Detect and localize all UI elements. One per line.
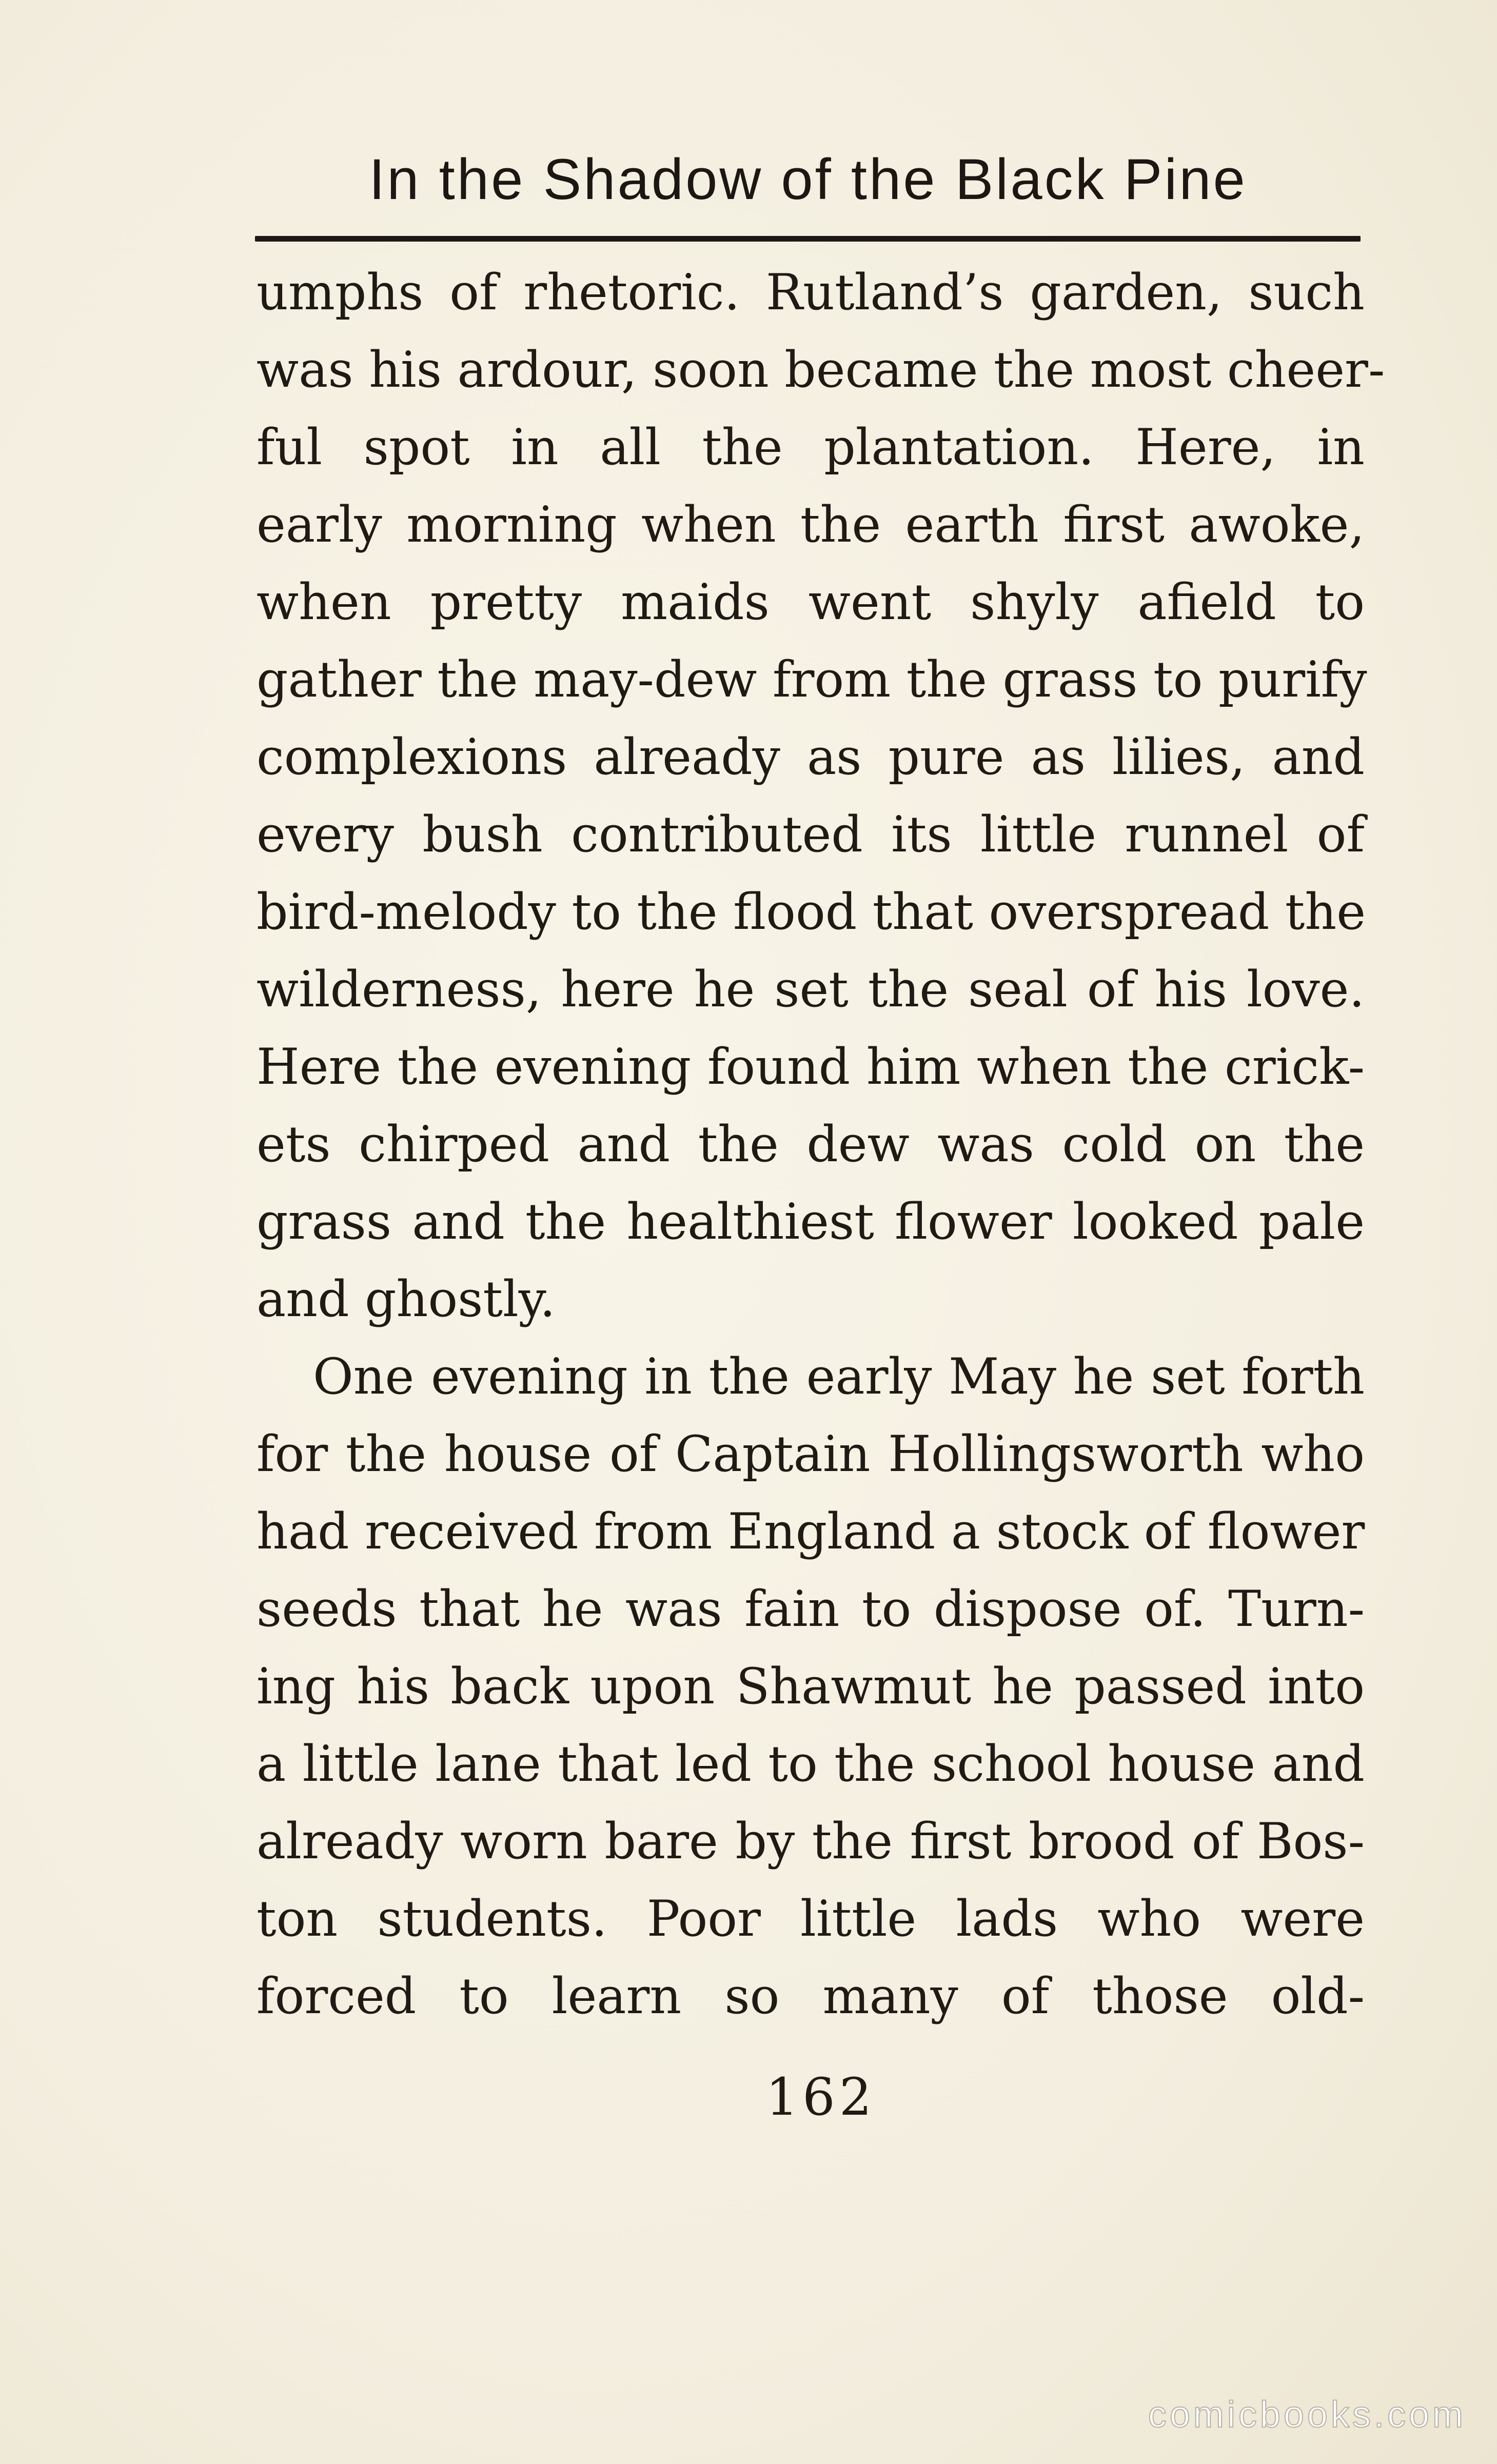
text-line: was his ardour, soon became the most cheer- xyxy=(257,341,1385,399)
text-line: every bush contributed its little runnel of xyxy=(257,806,1365,863)
text-line: grass and the healthiest flower looked pale xyxy=(257,1193,1365,1250)
text-line: already worn bare by the first brood of Bos- xyxy=(257,1813,1365,1870)
page-number: 162 xyxy=(765,2067,876,2127)
text-line: for the house of Captain Hollingsworth who xyxy=(257,1425,1365,1483)
running-head: In the Shadow of the Black Pine xyxy=(369,147,1247,211)
text-line: seeds that he was fain to dispose of. Turn- xyxy=(257,1580,1365,1638)
text-line: ton students. Poor little lads who were xyxy=(257,1890,1365,1948)
text-line: ets chirped and the dew was cold on the xyxy=(257,1116,1365,1173)
text-line: ful spot in all the plantation. Here, in xyxy=(257,419,1365,476)
header-rule xyxy=(255,236,1361,242)
text-line: and ghostly. xyxy=(257,1270,556,1328)
text-line: early morning when the earth first awoke, xyxy=(257,496,1365,553)
text-line: umphs of rhetoric. Rutland’s garden, such xyxy=(257,264,1365,321)
text-line: a little lane that led to the school house and xyxy=(257,1735,1365,1793)
text-line: gather the may-dew from the grass to purify xyxy=(257,651,1367,708)
watermark: comicbooks.com xyxy=(1148,2394,1466,2435)
body-text xyxy=(257,254,1385,2035)
text-line: ing his back upon Shawmut he passed into xyxy=(257,1658,1365,1715)
text-line: had received from England a stock of flower xyxy=(257,1503,1365,1560)
text-line: wilderness, here he set the seal of his love. xyxy=(257,961,1365,1018)
text-line: Here the evening found him when the crick- xyxy=(257,1038,1365,1096)
text-line: forced to learn so many of those old- xyxy=(257,1968,1365,2025)
paragraph-first-line: One evening in the early May he set forth xyxy=(313,1348,1365,1405)
text-line: bird-melody to the flood that overspread the xyxy=(257,883,1366,941)
text-line: complexions already as pure as lilies, and xyxy=(257,728,1365,786)
text-line: when pretty maids went shyly afield to xyxy=(257,573,1365,631)
